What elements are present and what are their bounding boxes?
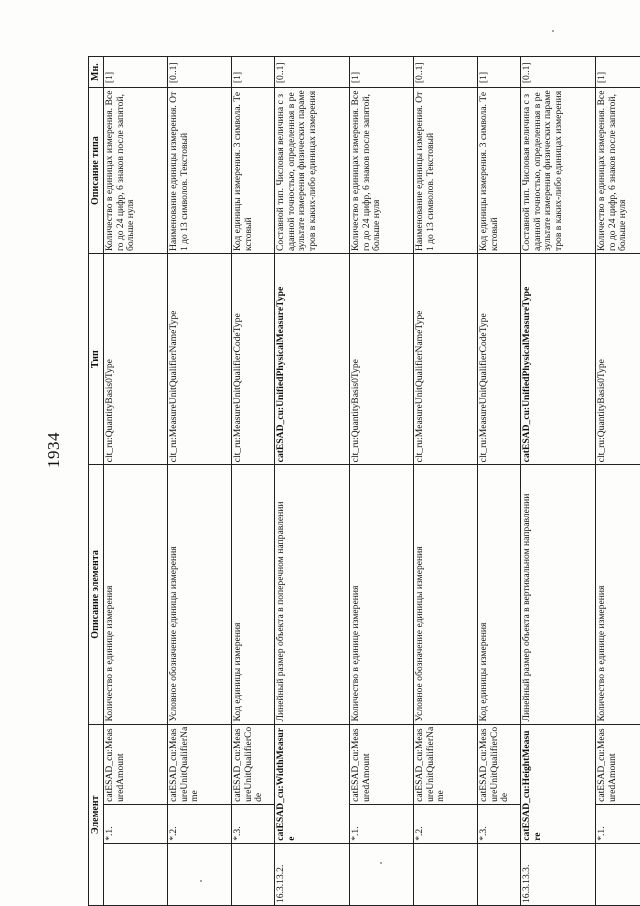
cell-desc: Количество в единице измерения: [104, 465, 168, 724]
table-row: [168, 57, 232, 906]
cell-sub: *.1.: [350, 804, 414, 843]
cell-desc: Количество в единице измерения: [350, 465, 414, 724]
cell-mult: [1]: [104, 57, 168, 88]
cell-mult: [1]: [478, 57, 521, 88]
cell-sub: *.3.: [478, 804, 521, 843]
cell-num: [104, 843, 168, 905]
scan-speck: [380, 862, 382, 864]
rotated-table-wrapper: [88, 56, 528, 906]
cell-type-desc: Код единицы измерения. 3 символа. Текстовый: [478, 88, 521, 254]
cell-type: clt_ru:MeasureUnitQualifierCodeType: [232, 254, 275, 465]
cell-mult: [0..1]: [275, 57, 350, 88]
scan-speck: [552, 30, 554, 32]
cell-name: catESAD_cu:MeasureUnitQualifierCode: [478, 724, 521, 804]
table-row: [275, 57, 350, 906]
cell-desc: Линейный размер объекта в поперечном направлении: [275, 465, 350, 724]
cell-mult: [1]: [232, 57, 275, 88]
cell-sub: *.2.: [414, 804, 478, 843]
table-row: [232, 57, 275, 906]
cell-desc: Условное обозначение единицы измерения: [414, 465, 478, 724]
cell-sub: *.1.: [596, 804, 640, 843]
cell-desc: Условное обозначение единицы измерения: [168, 465, 232, 724]
cell-name: catESAD_cu:MeasureUnitQualifierCode: [232, 724, 275, 804]
cell-name: catESAD_cu:MeasureUnitQualifierName: [414, 724, 478, 804]
cell-name: catESAD_cu:MeasureUnitQualifierName: [168, 724, 232, 804]
cell-type: clt_ru:QuantityBasis0Type: [596, 254, 640, 465]
cell-type: clt_ru:MeasureUnitQualifierCodeType: [478, 254, 521, 465]
cell-type-desc: Составной тип. Числовая величина с заданной точностью, определенная в результате измерения физических параметров в каких-либо единицах измерения: [275, 88, 350, 254]
cell-type-desc: Количество в единицах измерения. Всего до 24 цифр, 6 знаков после запятой, больше нуля: [596, 88, 640, 254]
table-row: [104, 57, 168, 906]
cell-num: [478, 843, 521, 905]
table-header-row: [89, 57, 104, 906]
cell-name: catESAD_cu:HeightMeasure: [521, 724, 596, 843]
cell-type-desc: Код единицы измерения. 3 символа. Текстовый: [232, 88, 275, 254]
cell-name: catESAD_cu:MeasuredAmount: [596, 724, 640, 804]
cell-mult: [0..1]: [521, 57, 596, 88]
cell-desc: Количество в единице измерения: [596, 465, 640, 724]
cell-mult: [1]: [596, 57, 640, 88]
cell-type-desc: Количество в единицах измерения. Всего до 24 цифр, 6 знаков после запятой, больше нуля: [104, 88, 168, 254]
table-row: [521, 57, 596, 906]
cell-mult: [1]: [350, 57, 414, 88]
header-element: Элемент: [89, 724, 104, 905]
cell-type: catESAD_cu:UnifiedPhysicalMeasureType: [275, 254, 350, 465]
cell-num: [232, 843, 275, 905]
cell-name: catESAD_cu:MeasuredAmount: [350, 724, 414, 804]
scan-speck: [200, 880, 202, 882]
cell-desc: Код единицы измерения: [232, 465, 275, 724]
cell-num: 16.3.13.2.: [275, 843, 350, 905]
cell-type: catESAD_cu:UnifiedPhysicalMeasureType: [521, 254, 596, 465]
cell-mult: [0..1]: [414, 57, 478, 88]
header-type: Тип: [89, 254, 104, 465]
cell-name: catESAD_cu:MeasuredAmount: [104, 724, 168, 804]
table-row: [478, 57, 521, 906]
table-row: [414, 57, 478, 906]
cell-mult: [0..1]: [168, 57, 232, 88]
cell-num: [596, 843, 640, 905]
cell-sub: *.3.: [232, 804, 275, 843]
table-row: [350, 57, 414, 906]
cell-type-desc: Наименование единицы измерения. От 1 до 13 символов. Текстовый: [168, 88, 232, 254]
cell-num: [350, 843, 414, 905]
spec-table: [88, 56, 640, 906]
cell-type-desc: Составной тип. Числовая величина с заданной точностью, определенная в результате измерения физических параметров в каких-либо единицах измерения: [521, 88, 596, 254]
cell-type-desc: Количество в единицах измерения. Всего до 24 цифр, 6 знаков после запятой, больше нуля: [350, 88, 414, 254]
cell-sub: *.2.: [168, 804, 232, 843]
cell-type: clt_ru:QuantityBasis0Type: [104, 254, 168, 465]
cell-num: [168, 843, 232, 905]
cell-name: catESAD_cu:WidthMeasure: [275, 724, 350, 843]
header-element-desc: Описание элемента: [89, 465, 104, 724]
cell-type: clt_ru:MeasureUnitQualifierNameType: [168, 254, 232, 465]
cell-desc: Линейный размер объекта в вертикальном направлении: [521, 465, 596, 724]
table-row: [596, 57, 640, 906]
cell-desc: Код единицы измерения: [478, 465, 521, 724]
cell-num: [414, 843, 478, 905]
cell-type: clt_ru:MeasureUnitQualifierNameType: [414, 254, 478, 465]
cell-type: clt_ru:QuantityBasis0Type: [350, 254, 414, 465]
cell-type-desc: Наименование единицы измерения. От 1 до 13 символов. Текстовый: [414, 88, 478, 254]
header-type-desc: Описание типа: [89, 88, 104, 254]
page-number: 1934: [44, 432, 64, 468]
cell-num: 16.3.13.3.: [521, 843, 596, 905]
cell-sub: *.1.: [104, 804, 168, 843]
header-mult: Мн.: [89, 57, 104, 88]
